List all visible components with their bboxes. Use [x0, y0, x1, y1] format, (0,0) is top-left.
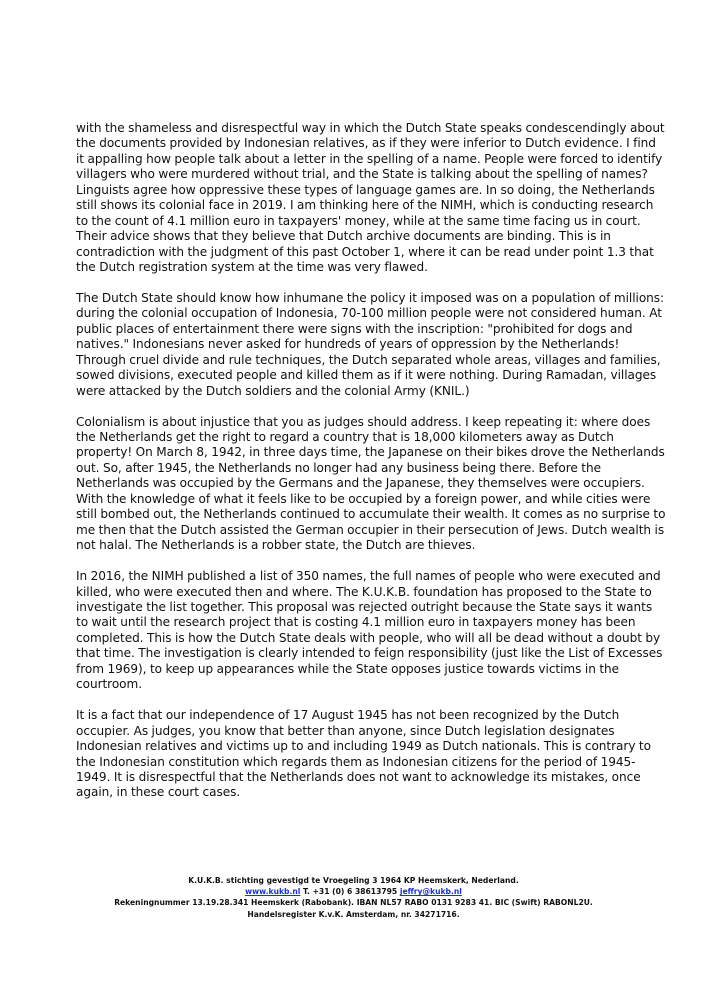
paragraph-inhumane-policy: The Dutch State should know how inhumane the policy it imposed was on a population of millions: during the colonial occupation of Indonesia, 70-100 million people were not considered human. At public places of entertainment there were signs with the inscription: "prohibited for dogs and natives." Indonesians never asked for hundreds of years of oppression by the Netherlands! Through cruel divide and rule techniques, the Dutch separated whole areas, villages and families, sowed divisions, executed people and killed them as if it were nothing. During Ramadan, villages were attacked by the Dutch soldiers and the colonial Army (KNIL.)	[76, 290, 665, 398]
footer-phone: T. +31 (0) 6 38613795	[300, 887, 400, 897]
paragraph-dutch-state-condescension: with the shameless and disrespectful way in which the Dutch State speaks condescendingly about the documents provided by Indonesian relatives, as if they were inferior to Dutch evidence. I find it appalling how people talk about a letter in the spelling of a name. People were forced to identify villagers who were murdered without trial, and the State is talking about the spelling of names? Linguists agree how oppressive these types of language games are. In so doing, the Netherlands still shows its colonial face in 2019. I am thinking here of the NIMH, which is conducting research to the count of 4.1 million euro in taxpayers' money, while at the same time facing us in court. Their advice shows that they believe that Dutch archive documents are binding. This is in contradiction with the judgment of this past October 1, where it can be read under point 1.3 that the Dutch registration system at the time was very flawed.	[76, 121, 665, 275]
footer-address: K.U.K.B. stichting gevestigd te Vroegeling 3 1964 KP Heemskerk, Nederland.	[188, 876, 519, 885]
footer-contact-line	[0, 886, 707, 897]
paragraph-colonialism-injustice: Colonialism is about injustice that you as judges should address. I keep repeating it: where does the Netherlands get the right to regard a country that is 18,000 kilometers away as Dutch property! On March 8, 1942, in three days time, the Japanese on their bikes drove the Netherlands out. So, after 1945, the Netherlands no longer had any business being there. Before the Netherlands was occupied by the Germans and the Japanese, they themselves were occupiers. With the knowledge of what it feels like to be occupied by a foreign power, and while cities were still bombed out, the Netherlands continued to accumulate their wealth. It comes as no surprise to me then that the Dutch assisted the German occupier in their persecution of Jews. Dutch wealth is not halal. The Netherlands is a robber state, the Dutch are thieves.	[76, 414, 666, 553]
footer-bank-details: Rekeningnummer 13.19.28.341 Heemskerk (Rabobank). IBAN NL57 RABO 0131 9283 41. BIC (Swift) RABONL2U.	[114, 898, 593, 908]
letter-body	[76, 121, 666, 816]
letterhead-footer	[0, 875, 707, 920]
paragraph-nimh-list: In 2016, the NIMH published a list of 350 names, the full names of people who were executed and killed, who were executed then and where. The K.U.K.B. foundation has proposed to the State to investigate the list together. This proposal was rejected outright because the State says it wants to wait until the research project that is costing 4.1 million euro in taxpayers money has been completed. This is how the Dutch State deals with people, who will all be dead without a doubt by that time. The investigation is clearly intended to feign responsibility (just like the List of Excesses from 1969), to keep up appearances while the State opposes justice towards victims in the courtroom.	[76, 569, 663, 692]
website-link[interactable]: www.kukb.nl	[245, 887, 301, 897]
paragraph-independence-recognition: It is a fact that our independence of 17 August 1945 has not been recognized by the Dutch occupier. As judges, you know that better than anyone, since Dutch legislation designates Indonesian relatives and victims up to and including 1949 as Dutch nationals. This is contrary to the Indonesian constitution which regards them as Indonesian citizens for the period of 1945-1949. It is disrespectful that the Netherlands does not want to acknowledge its mistakes, once again, in these court cases.	[76, 708, 651, 800]
email-link[interactable]: jeffry@kukb.nl	[399, 887, 462, 897]
footer-registry: Handelsregister K.v.K. Amsterdam, nr. 34271716.	[247, 909, 460, 919]
